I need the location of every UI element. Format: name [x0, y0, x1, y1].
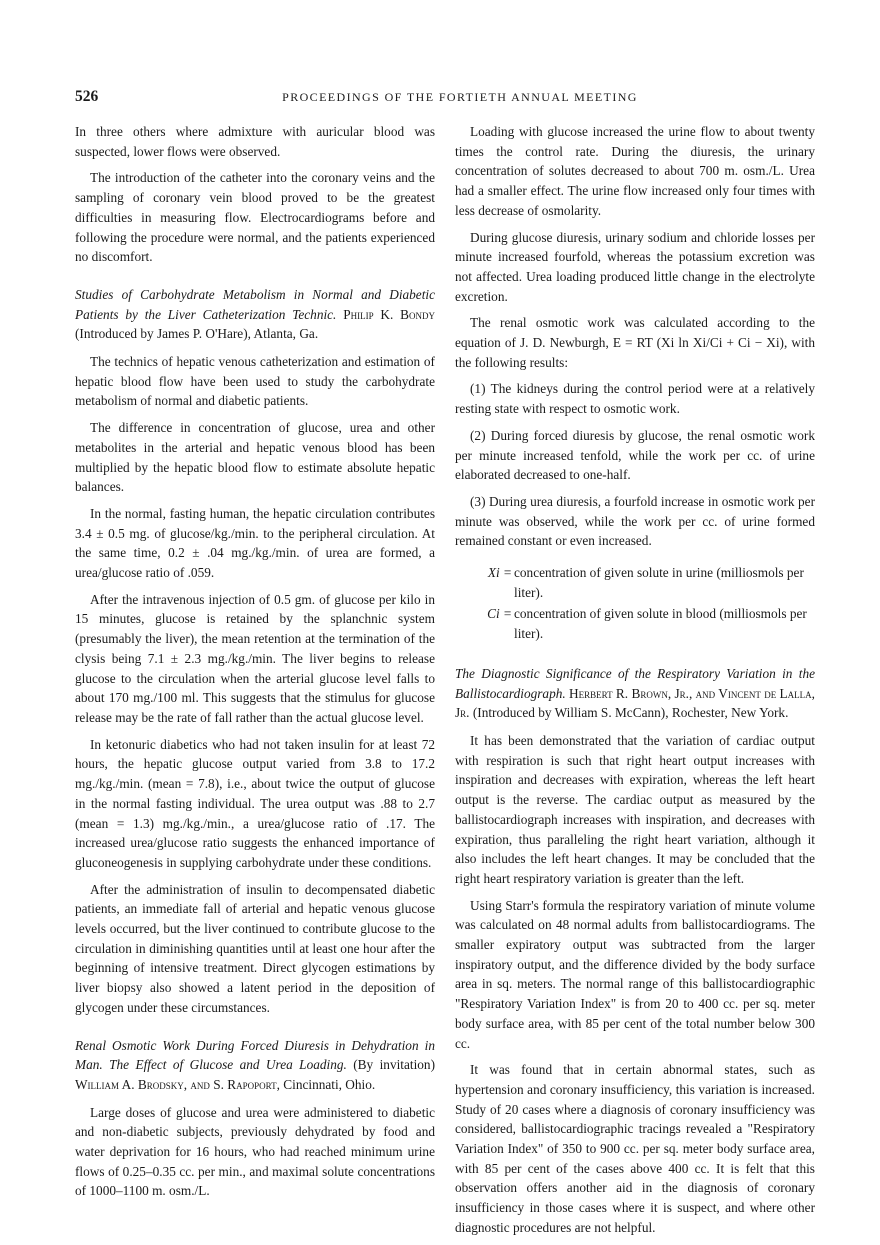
running-title: PROCEEDINGS OF THE FORTIETH ANNUAL MEETING	[282, 90, 638, 104]
paragraph: It has been demonstrated that the variation of cardiac output with respiration is such that right heart output increases with inspiration and decreases with expiration, whereas the left heart output is the reverse. The cardiac output as measured by the ballistocardiograph increases with inspiration, and decreases with expiration, thus paralleling the right heart variation, although it also includes the left heart changes. It may be concluded that the right heart respiratory variation is greater than the left.	[455, 732, 815, 886]
paragraph: After the administration of insulin to decompensated diabetic patients, an immediate fall of arterial and hepatic venous glucose levels occurred, but the liver continued to contribute glucose to the circulation in diminishing quantities until at least one hour after the beginning of intensive treatment. Direct glycogen estimations by liver biopsy also showed a latent period in the deposition of glycogen under these circumstances.	[75, 881, 435, 1015]
paragraph: The technics of hepatic venous catheterization and estimation of hepatic blood flow have been used to study the carbohydrate metabolism of normal and diabetic patients.	[75, 354, 435, 409]
paragraph: The introduction of the catheter into the coronary veins and the sampling of coronary vein blood proved to be the greatest difficulties in measuring flow. Electrocardiograms before and following the procedure were normal, and the patients experienced no discomfort.	[75, 170, 435, 265]
page-number: 526	[75, 88, 99, 105]
definition-xi	[467, 563, 815, 602]
paragraph: The renal osmotic work was calculated according to the equation of J. D. Newburgh, E = RT (Xi ln Xi/Ci + Ci − Xi), with the following results:	[455, 315, 815, 370]
abstract-title: Renal Osmotic Work During Forced Diuresis in Dehydration in Man. The Effect of Glucose and Urea Loading.	[75, 1037, 435, 1073]
definition-text: concentration of given solute in blood (milliosmols per liter).	[514, 606, 807, 642]
abstract-author: Philip K. Bondy	[343, 306, 435, 322]
paragraph: During glucose diuresis, urinary sodium and chloride losses per minute increased fourfold, whereas the potassium excretion was not affected. Urea loading produced little change in the electrolyte excretion.	[455, 229, 815, 304]
continued-paragraph: In three others where admixture with auricular blood was suspected, lower flows were observed.	[75, 124, 435, 159]
page-header	[75, 88, 845, 108]
abstract-author: Herbert R. Brown, Jr., and Vincent de Lalla, Jr.	[455, 685, 815, 721]
definition-text: concentration of given solute in urine (milliosmols per liter).	[514, 565, 804, 600]
abstract-heading-carbohydrate	[75, 285, 435, 344]
abstract-author: William A. Brodsky, and S. Rapoport,	[75, 1076, 280, 1092]
paragraph: (2) During forced diuresis by glucose, the renal osmotic work per minute increased tenfold, while the work per cc. of urine elaborated decreased to one-half.	[455, 427, 815, 483]
abstract-title: The Diagnostic Significance of the Respiratory Variation in the Ballistocardiograph.	[455, 665, 815, 701]
left-column	[75, 122, 435, 1208]
right-column	[455, 122, 815, 1245]
abstract-invitation: (By invitation)	[353, 1057, 435, 1073]
abstract-affiliation: (Introduced by William S. McCann), Rochester, New York.	[472, 705, 789, 721]
abstract-affiliation: Cincinnati, Ohio.	[283, 1076, 376, 1092]
paragraph: After the intravenous injection of 0.5 gm. of glucose per kilo in 15 minutes, glucose is retained by the splanchnic system (presumably the liver), the mean retention at the termination of the clysis being 7.1 ± 2.3 mg./kg./min. The liver begins to release glucose to the circulation when the arterial glucose level falls to about 170 mg./100 ml. This suggests that the stimulus for glucose release may be the rate of fall rather than the actual glucose level.	[75, 591, 435, 725]
paragraph: Loading with glucose increased the urine flow to about twenty times the control rate. During the diuresis, the urinary concentration of solutes decreased to about 700 m. osm./L. Urea had a smaller effect. The urine flow increased only four times with less decrease of osmolarity.	[455, 124, 815, 218]
abstract-heading-renal	[75, 1036, 435, 1095]
paragraph: (3) During urea diuresis, a fourfold increase in osmotic work per minute was observed, while the work per cc. of urine formed remained constant or even increased.	[455, 493, 815, 549]
variable-definitions	[467, 563, 815, 644]
paragraph: Large doses of glucose and urea were administered to diabetic and non-diabetic subjects, previously dehydrated by food and water deprivation for 16 hours, who had reached minimum urine flows of 0.25–0.35 cc. per min., and maximal solute concentrations of 1000–1100 m. osm./L.	[75, 1104, 435, 1199]
paragraph: Using Starr's formula the respiratory variation of minute volume was calculated on 48 normal adults from ballistocardiograms. The smaller expiratory output was subtracted from the larger inspiratory output, and the difference divided by the body surface area in sq. meters. The normal range of this ballistocardiographic "Respiratory Variation Index" is from 20 to 400 cc. per sq. meter body surface area, with 85 per cent of the total number below 300 cc.	[455, 897, 815, 1051]
paragraph: (1) The kidneys during the control period were at a relatively resting state with respect to osmotic work.	[455, 381, 815, 417]
definition-symbol: Ci =	[487, 606, 512, 622]
paragraph: In ketonuric diabetics who had not taken insulin for at least 72 hours, the hepatic glucose output varied from 3.8 to 17.2 mg./kg./min. (mean = 7.8), i.e., about twice the output of glucose in the normal fasting individual. The urea output was .88 to 2.7 (mean = 1.3) mg./kg./min., a urea/glucose ratio of .17. The increased urea/glucose ratio suggests the enhanced importance of gluconeogenesis in supplying carbohydrate under these conditions.	[75, 736, 435, 870]
abstract-title: Studies of Carbohydrate Metabolism in Normal and Diabetic Patients by the Liver Catheterization Technic.	[75, 286, 435, 322]
paragraph: It was found that in certain abnormal states, such as hypertension and coronary insufficiency, this variation is increased. Study of 20 cases where a diagnosis of coronary insufficiency was considered, ballistocardiographic tracings revealed a "Respiratory Variation Index" of 350 to 900 cc. per sq. meter body surface area, with 85 per cent of the cases above 400 cc. It is felt that this observation offers another aid in the diagnosis of coronary insufficiency in those cases where it is suspect, and where other diagnostic procedures are not helpful.	[455, 1062, 815, 1235]
definition-symbol: Xi =	[487, 565, 512, 581]
paragraph: In the normal, fasting human, the hepatic circulation contributes 3.4 ± 0.5 mg. of glucose/kg./min. to the peripheral circulation. At the same time, 0.2 ± .04 mg./kg./min. of urea are formed, a urea/glucose ratio of .059.	[75, 505, 435, 581]
definition-ci	[467, 604, 815, 643]
paragraph: The difference in concentration of glucose, urea and other metabolites in the arterial and hepatic venous blood has been multiplied by the hepatic blood flow to estimate absolute hepatic balances.	[75, 420, 435, 495]
abstract-affiliation: (Introduced by James P. O'Hare), Atlanta, Ga.	[75, 326, 319, 342]
abstract-heading-ballistocardiograph	[455, 664, 815, 723]
